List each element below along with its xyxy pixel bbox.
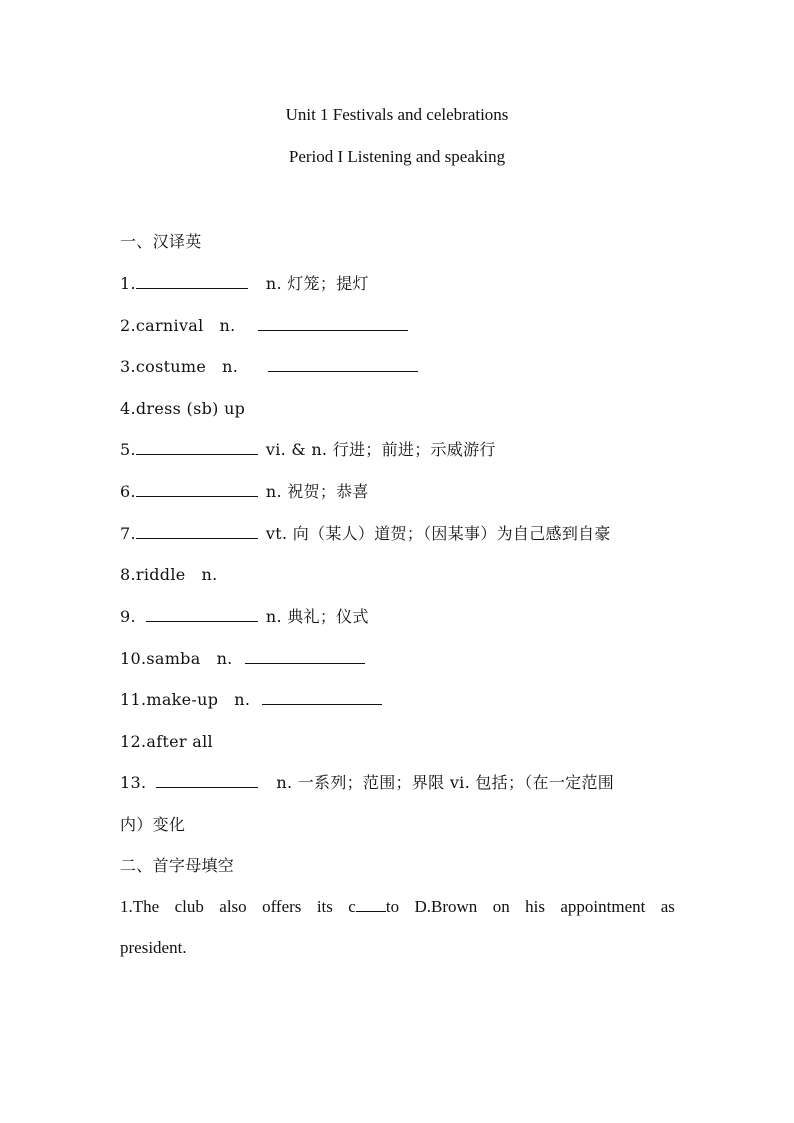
vocab-item-11 xyxy=(120,689,382,711)
vocab-item-3 xyxy=(120,356,418,378)
item-number: 12. xyxy=(120,732,147,751)
item-number: 9. xyxy=(120,607,136,626)
section-heading-first-letter: 二、首字母填空 xyxy=(120,856,235,875)
item-number: 5. xyxy=(120,440,136,459)
item-number: 3. xyxy=(120,357,136,376)
item-number: 2. xyxy=(120,316,136,335)
question-word: club xyxy=(174,897,204,916)
vocab-item-9 xyxy=(120,606,369,628)
question-word: his xyxy=(525,897,545,916)
item-number: 13. xyxy=(120,773,147,792)
question-word: offers xyxy=(262,897,302,916)
item-term: samba xyxy=(146,649,201,668)
vocab-item-1 xyxy=(120,273,369,295)
item-definition: n. 祝贺；恭喜 xyxy=(265,482,369,501)
item-definition: n. 典礼；仪式 xyxy=(265,607,369,626)
answer-blank[interactable] xyxy=(268,356,418,372)
question-word: D.Brown xyxy=(414,897,478,916)
item-definition: vi. & n. 行进；前进；示威游行 xyxy=(265,440,496,459)
answer-blank[interactable] xyxy=(136,523,258,539)
item-number: 1. xyxy=(120,274,136,293)
vocab-item-10 xyxy=(120,648,365,670)
vocab-item-4 xyxy=(120,398,245,420)
item-term: after all xyxy=(146,732,213,751)
item-term: make-up xyxy=(146,690,219,709)
page-subtitle: Period I Listening and speaking xyxy=(288,147,506,166)
item-term: costume xyxy=(135,357,207,376)
item-definition: vt. 向（某人）道贺；（因某事）为自己感到自豪 xyxy=(265,524,611,543)
question-word: its xyxy=(316,897,333,916)
answer-blank[interactable] xyxy=(136,481,258,497)
question-word: 1.The xyxy=(120,897,160,916)
vocab-item-8 xyxy=(120,564,218,586)
answer-blank[interactable] xyxy=(258,315,408,331)
item-number: 7. xyxy=(120,524,136,543)
answer-blank[interactable] xyxy=(146,606,258,622)
vocab-item-13 xyxy=(120,772,614,794)
vocab-item-6 xyxy=(120,481,369,503)
question-word: as xyxy=(660,897,675,916)
question-word: on xyxy=(492,897,510,916)
question-word: appointment xyxy=(560,897,646,916)
answer-blank[interactable] xyxy=(245,648,365,664)
first-letter-blank[interactable] xyxy=(348,897,399,917)
item-number: 8. xyxy=(120,565,136,584)
answer-blank[interactable] xyxy=(156,772,258,788)
answer-blank[interactable] xyxy=(262,689,382,705)
item-definition: n. 灯笼；提灯 xyxy=(265,274,369,293)
fill-question-1 xyxy=(120,897,675,917)
answer-blank[interactable] xyxy=(136,439,258,455)
vocab-item-5 xyxy=(120,439,496,461)
item-pos: n. xyxy=(219,316,236,335)
item-pos: n. xyxy=(222,357,239,376)
item-term: carnival xyxy=(135,316,204,335)
question-word: also xyxy=(219,897,247,916)
answer-blank[interactable] xyxy=(356,897,386,912)
vocab-item-7 xyxy=(120,523,611,545)
item-number: 11. xyxy=(120,690,147,709)
answer-blank[interactable] xyxy=(136,273,248,289)
item-pos: n. xyxy=(216,649,233,668)
vocab-item-2 xyxy=(120,315,408,337)
page-title: Unit 1 Festivals and celebrations xyxy=(285,105,509,124)
item-pos: n. xyxy=(201,565,218,584)
section-heading-translate: 一、汉译英 xyxy=(120,232,202,251)
item-term: riddle xyxy=(135,565,186,584)
fill-question-1-continued: president. xyxy=(120,938,187,957)
item-pos: n. xyxy=(234,690,251,709)
item-definition: n. 一系列；范围；界限 vi. 包括；（在一定范围 xyxy=(276,773,615,792)
vocab-item-12 xyxy=(120,731,213,753)
vocab-item-13-continued: 内）变化 xyxy=(120,815,186,834)
item-number: 10. xyxy=(120,649,147,668)
question-word: to xyxy=(385,897,400,916)
first-letter-hint: c xyxy=(348,897,356,916)
item-term: dress (sb) up xyxy=(135,399,246,418)
item-number: 4. xyxy=(120,399,136,418)
item-number: 6. xyxy=(120,482,136,501)
